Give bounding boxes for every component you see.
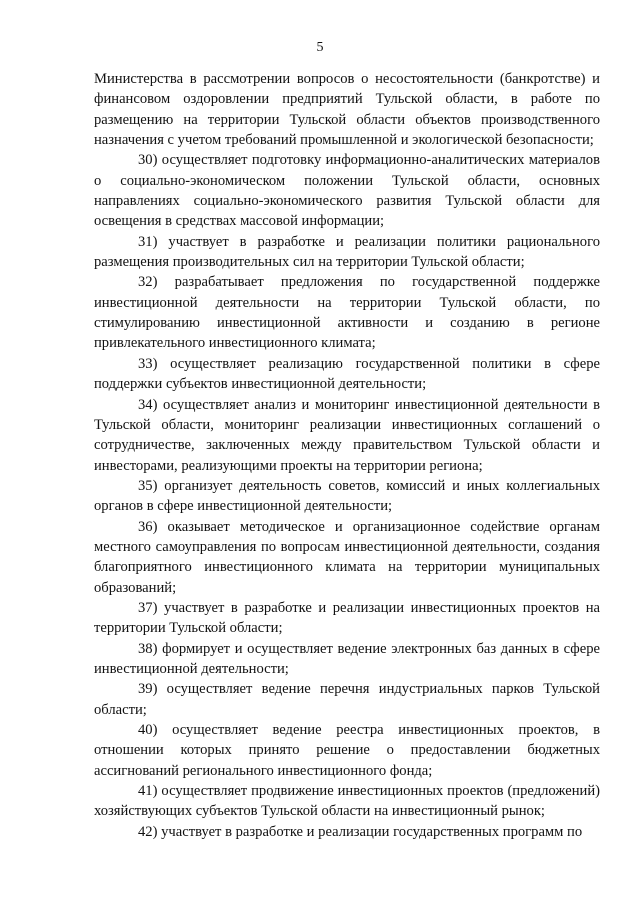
paragraph-item-32: 32) разрабатывает предложения по государственной поддержке инвестиционной деятельности на территории Тульской области, по стимулированию инвестиционной активности и созданию в регионе привлекательного инвестиционного климата; [94,274,600,352]
paragraph-item-38: 38) формирует и осуществляет ведение электронных баз данных в сфере инвестиционной деятельности; [94,640,600,677]
paragraph-item-40: 40) осуществляет ведение реестра инвестиционных проектов, в отношении которых принято решение о предоставлении бюджетных ассигнований регионального инвестиционного фонда; [94,722,600,779]
paragraph-item-39: 39) осуществляет ведение перечня индустриальных парков Тульской области; [94,681,600,718]
page-number: 5 [316,40,324,55]
paragraph-item-42: 42) участвует в разработке и реализации государственных программ по [138,823,583,840]
paragraph-item-35: 35) организует деятельность советов, комиссий и иных коллегиальных органов в сфере инвестиционной деятельности; [94,477,600,515]
paragraph-item-37: 37) участвует в разработке и реализации инвестиционных проектов на территории Тульской области; [94,599,600,637]
paragraph-item-36: 36) оказывает методическое и организационное содействие органам местного самоуправления по вопросам инвестиционной деятельности, создания благоприятного инвестиционного климата на территории муниципальных образований; [94,518,600,596]
paragraph-item-30: 30) осуществляет подготовку информационно-аналитических материалов о социально-экономическом положении Тульской области, основных направлениях социально-экономического развития Тульской области для освещения в средствах массовой информации; [94,152,600,230]
paragraph-continuation: Министерства в рассмотрении вопросов о несостоятельности (банкротстве) и финансовом оздоровлении предприятий Тульской области, в работе по размещению на территории Тульской области объектов производственного назначения с учетом требований промышленной и экологической безопасности; [94,71,600,149]
paragraph-item-33: 33) осуществляет реализацию государственной политики в сфере поддержки субъектов инвестиционной деятельности; [94,355,600,393]
paragraph-item-31: 31) участвует в разработке и реализации политики рационального размещения производительных сил на территории Тульской области; [94,233,600,271]
document-body [94,69,600,842]
paragraph-item-34: 34) осуществляет анализ и мониторинг инвестиционной деятельности в Тульской области, мониторинг реализации инвестиционных соглашений о сотрудничестве, заключенных между правительством Тульской области и инвесторами, реализующими проекты на территории региона; [94,396,600,474]
paragraph-item-41: 41) осуществляет продвижение инвестиционных проектов (предложений) хозяйствующих субъектов Тульской области на инвестиционный рынок; [94,783,600,820]
